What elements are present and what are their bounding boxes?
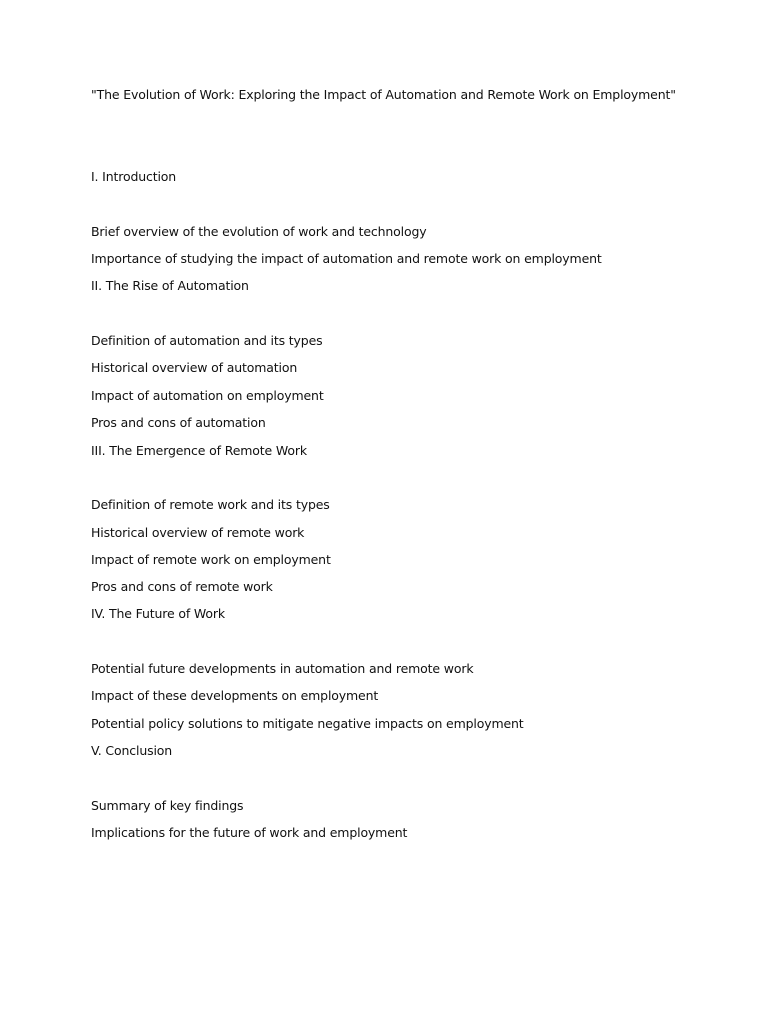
document-title: "The Evolution of Work: Exploring the Impact of Automation and Remote Work on Employment"	[91, 87, 676, 102]
outline-item: Pros and cons of automation	[91, 415, 266, 430]
outline-item: Definition of remote work and its types	[91, 497, 330, 512]
outline-item: Historical overview of remote work	[91, 525, 305, 540]
outline-item: Impact of remote work on employment	[91, 552, 331, 567]
outline-item: Summary of key findings	[91, 798, 244, 813]
outline-item: Potential future developments in automation and remote work	[91, 661, 474, 676]
outline-item: Implications for the future of work and employment	[91, 825, 408, 840]
outline-item: Brief overview of the evolution of work and technology	[91, 224, 427, 239]
outline-item: Pros and cons of remote work	[91, 579, 273, 594]
outline-item: Potential policy solutions to mitigate negative impacts on employment	[91, 716, 524, 731]
outline-item: Impact of automation on employment	[91, 388, 324, 403]
outline-item: Impact of these developments on employment	[91, 688, 379, 703]
outline-item: Importance of studying the impact of automation and remote work on employment	[91, 251, 602, 266]
section-heading-introduction: I. Introduction	[91, 169, 177, 184]
section-heading-future-of-work: IV. The Future of Work	[91, 606, 225, 621]
section-heading-conclusion: V. Conclusion	[91, 743, 173, 758]
outline-item: Historical overview of automation	[91, 360, 298, 375]
section-heading-rise-of-automation: II. The Rise of Automation	[91, 278, 249, 293]
outline-item: Definition of automation and its types	[91, 333, 323, 348]
section-heading-remote-work: III. The Emergence of Remote Work	[91, 443, 307, 458]
